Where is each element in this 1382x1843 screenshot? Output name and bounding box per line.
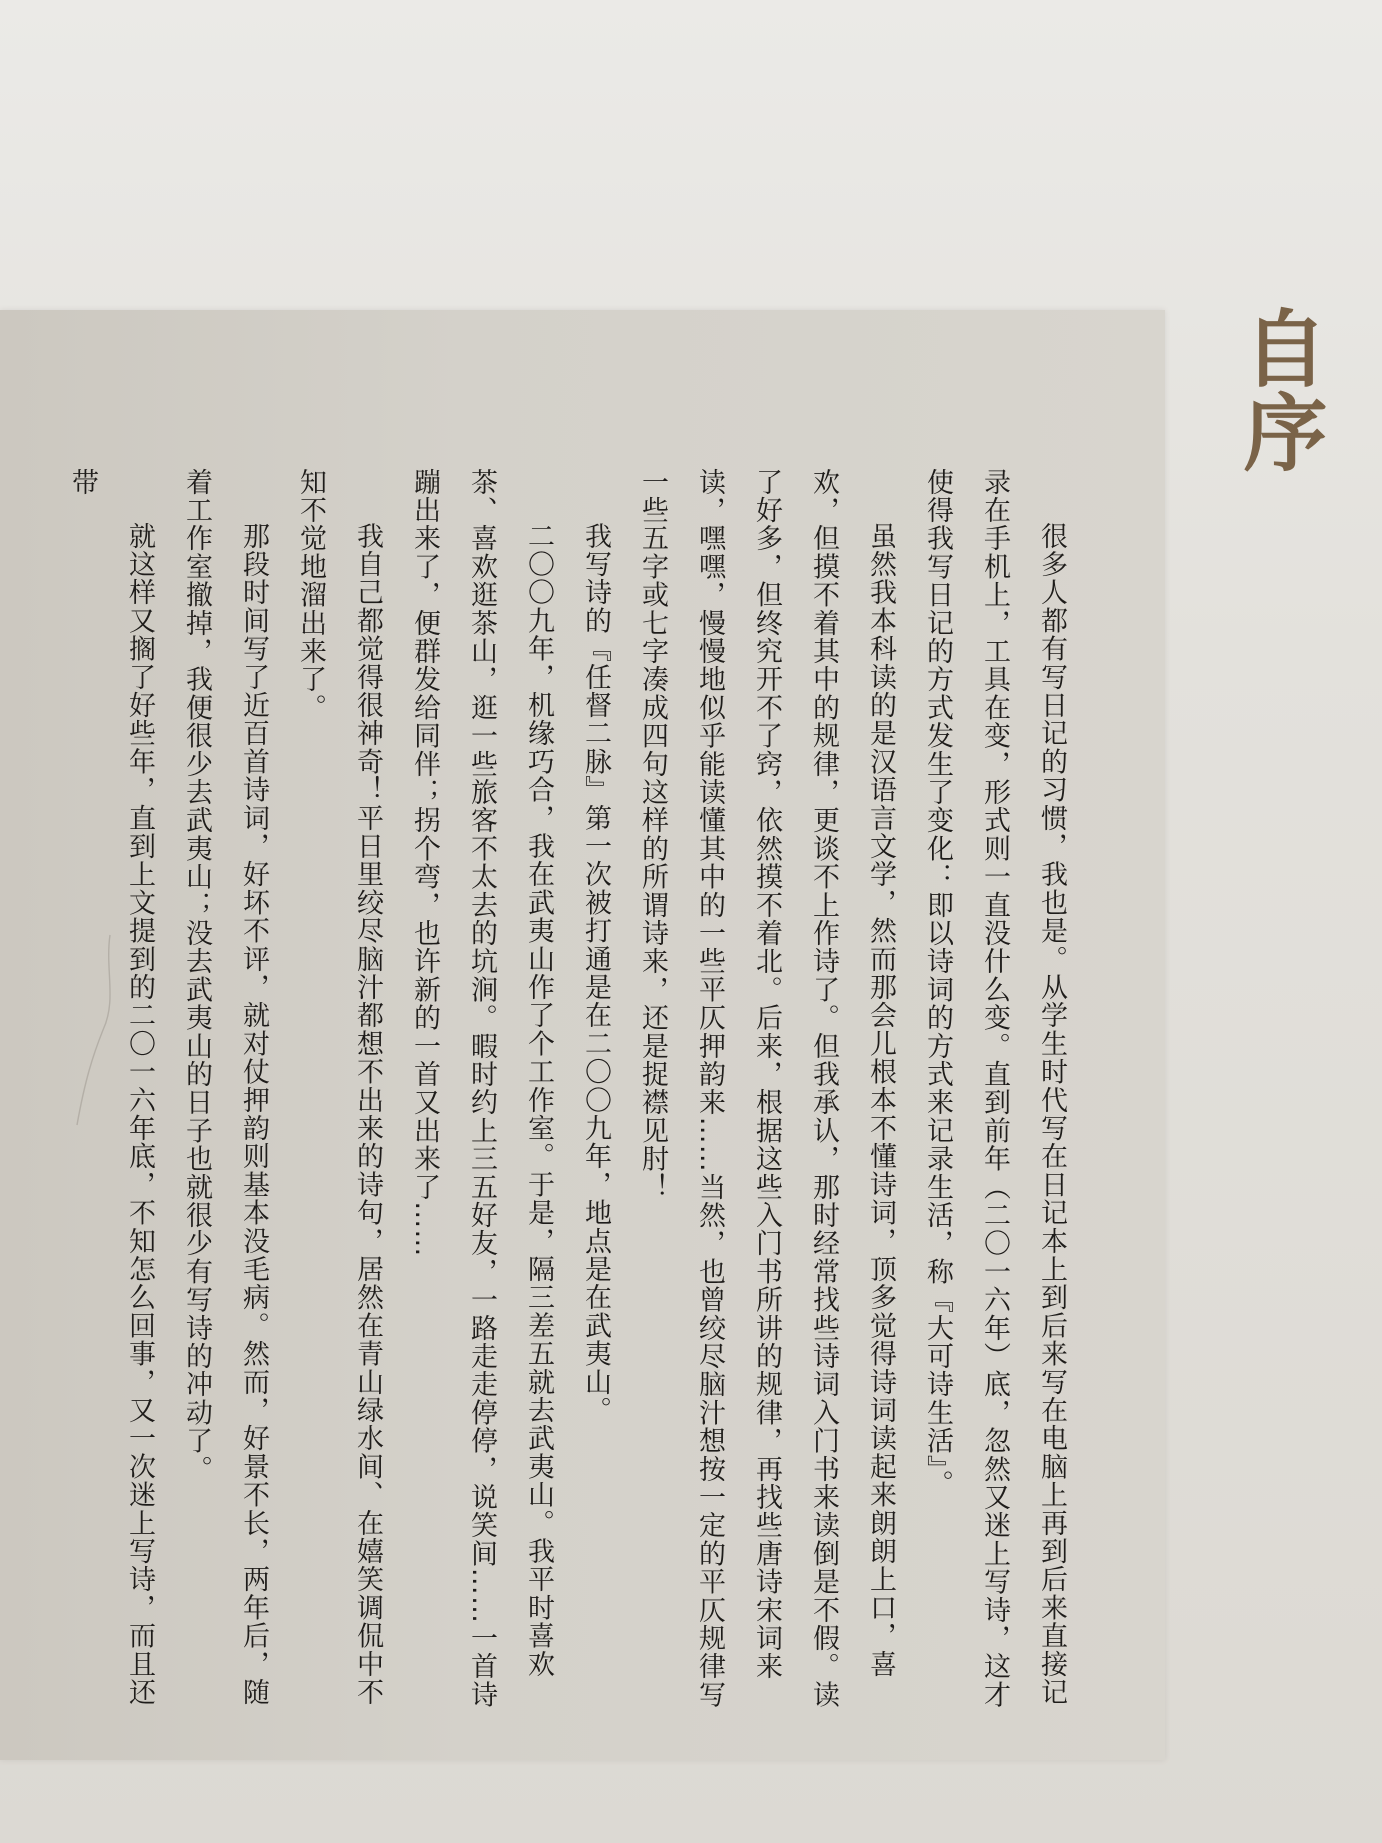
- page-title: 自序: [1230, 305, 1329, 473]
- paragraph: 我写诗的『任督二脉』第一次被打通是在二〇〇九年，地点是在武夷山。: [580, 522, 611, 1425]
- paragraph: 我自己都觉得很神奇！平日里绞尽脑汁都想不出来的诗句，居然在青山绿水间、在嬉笑调侃中不知不觉地溜出来了。: [295, 468, 383, 1707]
- paragraph: 二〇〇九年，机缘巧合，我在武夷山作了个工作室。于是，隔三差五就去武夷山。我平时喜欢茶、喜欢逛茶山，逛一些旅客不太去的坑涧。暇时约上三五好友，一路走走停停，说笑间……一首诗蹦出来了，便群发给同伴；拐个弯，也许新的一首又出来了……: [409, 468, 554, 1709]
- paragraph: 那段时间写了近百首诗词，好坏不评，就对仗押韵则基本没毛病。然而，好景不长，两年后，随着工作室撤掉，我便很少去武夷山；没去武夷山的日子也就很少有写诗的冲动了。: [181, 468, 269, 1707]
- paragraph: 虽然我本科读的是汉语言文学，然而那会儿根本不懂诗词，顶多觉得诗词读起来朗朗上口，喜欢，但摸不着其中的规律，更谈不上作诗了。但我承认，那时经常找些诗词入门书来读倒是不假。读了好多，但终究开不了窍，依然摸不着北。后来，根据这些入门书所讲的规律，再找些唐诗宋词来读，嘿嘿，慢慢地似乎能读懂其中的一些平仄押韵来……当然，也曾绞尽脑汁想按一定的平仄规律写一些五字或七字凑成四句这样的所谓诗来，还是捉襟见肘！: [637, 468, 896, 1709]
- pencil-scratch-mark: [55, 930, 125, 1130]
- body-text: [54, 468, 1080, 1718]
- paragraph: 就这样又搁了好些年，直到上文提到的二〇一六年底，不知怎么回事，又一次迷上写诗，而且还带: [67, 468, 155, 1707]
- paragraph: 很多人都有写日记的习惯，我也是。从学生时代写在日记本上到后来写在电脑上再到后来直接记录在手机上，工具在变，形式则一直没什么变。直到前年（二〇一六年）底，忽然又迷上写诗，这才使得我写日记的方式发生了变化：即以诗词的方式来记录生活，称『大可诗生活』。: [922, 468, 1067, 1709]
